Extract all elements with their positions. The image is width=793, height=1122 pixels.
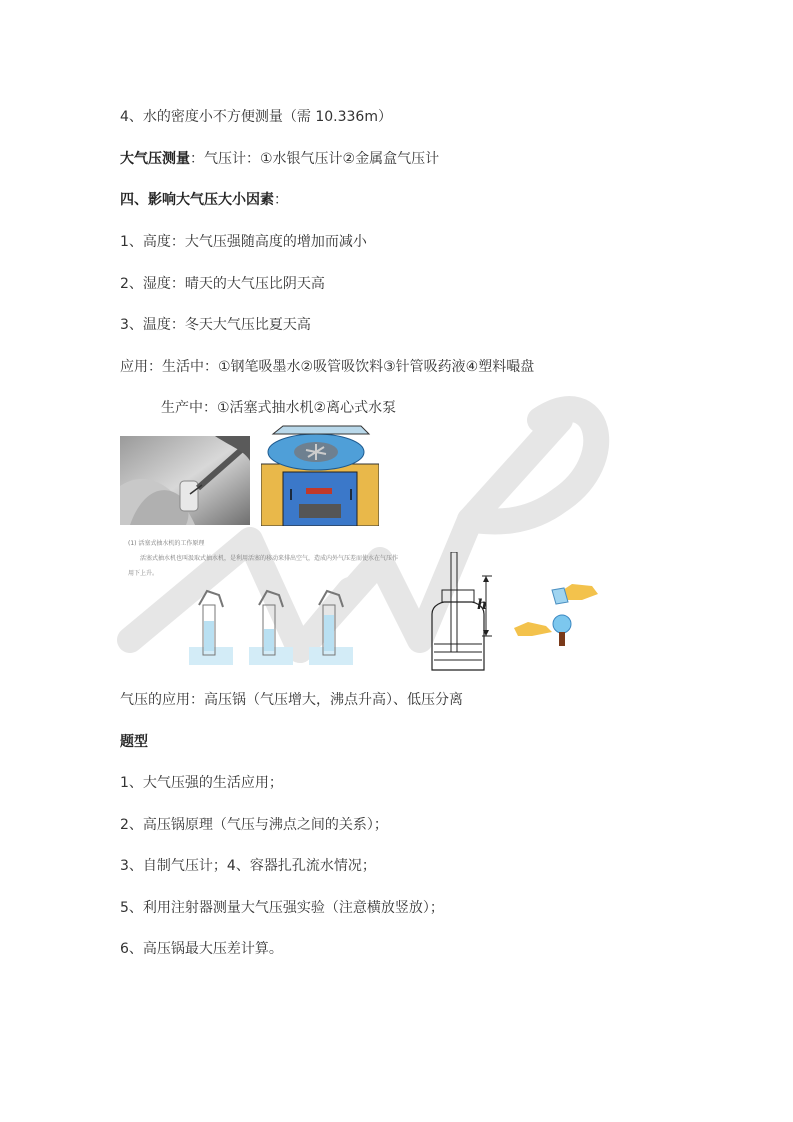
- text-span: ：气压计：①水银气压计②金属盒气压计: [190, 151, 440, 167]
- text-span: ：: [274, 192, 288, 208]
- text-line: 应用：生活中：①钢笔吸墨水②吸管吸饮料③针管吸药液④塑料嘬盘: [120, 359, 535, 375]
- pump-stage-1: [189, 591, 233, 665]
- section-heading: 四、影响大气压大小因素: [120, 192, 274, 208]
- flask-experiment-illustration: [512, 580, 600, 650]
- figure-caption-line: 用下上升。: [128, 570, 159, 577]
- bold-heading: 题型: [120, 734, 148, 750]
- centrifugal-pump-diagram: [261, 424, 379, 526]
- text-line: 1、大气压强的生活应用；: [120, 775, 283, 791]
- text-line: 3、温度：冬天大气压比夏天高: [120, 317, 311, 333]
- text-line: 1、高度：大气压强随高度的增加而减小: [120, 234, 367, 250]
- text-line: 6、高压锅最大压差计算。: [120, 941, 283, 957]
- text-line: [120, 149, 439, 169]
- piston-pump-diagrams: [185, 585, 365, 667]
- height-label: h: [477, 597, 488, 613]
- figure-caption-title: (1) 活塞式抽水机的工作原理: [128, 540, 205, 547]
- text-line: 3、自制气压计；4、容器扎孔流水情况；: [120, 858, 376, 874]
- text-line: 5、利用注射器测量大气压强实验（注意横放竖放）；: [120, 900, 444, 916]
- pump-stage-2: [249, 591, 293, 665]
- text-line: 4、水的密度小不方便测量（需 10.336m）: [120, 109, 392, 125]
- syringe-photo: [120, 436, 250, 525]
- homemade-barometer-diagram: [424, 552, 496, 676]
- figure-caption-line: 活塞式抽水机也叫汲取式抽水机，是利用活塞的移动来排出空气，造成内外气压差而使水在气压作: [140, 555, 399, 562]
- pump-stage-3: [309, 591, 353, 665]
- text-line: 2、湿度：晴天的大气压比阴天高: [120, 276, 325, 292]
- text-line: 气压的应用：高压锅（气压增大，沸点升高）、低压分离: [120, 692, 463, 708]
- bold-heading: 大气压测量: [120, 151, 190, 167]
- section-heading: [120, 732, 148, 752]
- text-line: [120, 190, 288, 210]
- text-line: 2、高压锅原理（气压与沸点之间的关系）；: [120, 817, 388, 833]
- text-line: 生产中：①活塞式抽水机②离心式水泵: [161, 400, 397, 416]
